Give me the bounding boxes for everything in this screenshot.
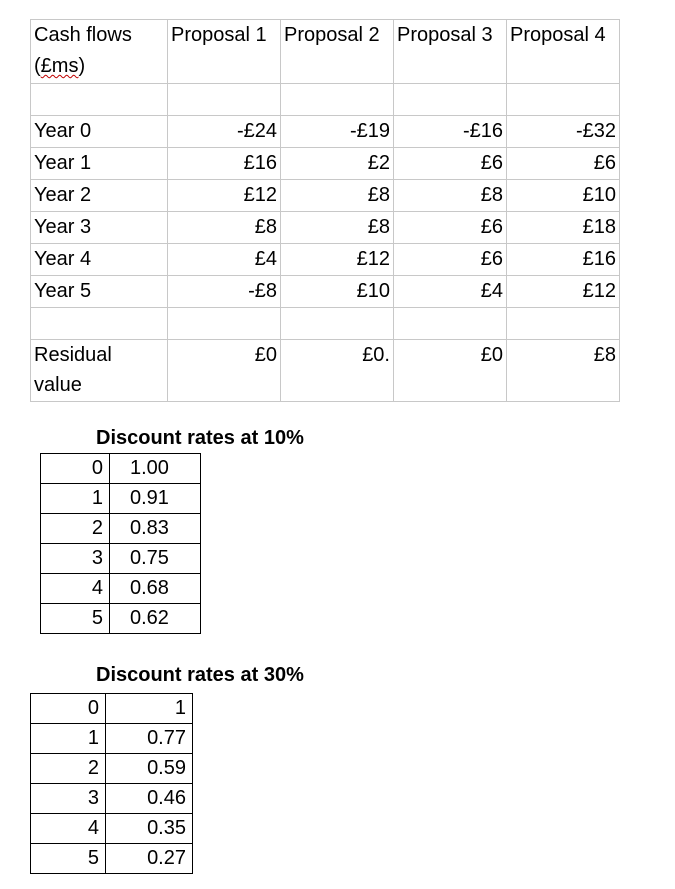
table-cell: £0	[394, 340, 507, 402]
row-label: Year 3	[31, 212, 168, 244]
proposal-header-2: Proposal 2	[281, 20, 394, 84]
table-row	[31, 180, 620, 212]
year-cell: 4	[41, 574, 110, 604]
year-cell: 3	[31, 784, 106, 814]
table-row	[31, 844, 193, 874]
table-row	[31, 212, 620, 244]
table-cell: -£32	[507, 116, 620, 148]
table-cell: £12	[507, 276, 620, 308]
table-cell: -£24	[168, 116, 281, 148]
residual-value-row	[31, 340, 620, 402]
table-cell: £6	[394, 212, 507, 244]
table-cell: £2	[281, 148, 394, 180]
year-cell: 5	[31, 844, 106, 874]
table-cell: £8	[394, 180, 507, 212]
table-cell: £4	[394, 276, 507, 308]
table-cell: £6	[507, 148, 620, 180]
table-row	[31, 276, 620, 308]
row-label: Year 1	[31, 148, 168, 180]
row-label: Year 0	[31, 116, 168, 148]
residual-label-line1: Residual	[34, 344, 112, 366]
table-row	[41, 604, 201, 634]
cash-flow-table	[30, 19, 620, 402]
discount-10-title: Discount rates at 10%	[96, 427, 304, 449]
table-cell: £16	[168, 148, 281, 180]
rate-cell: 1.00	[110, 454, 201, 484]
proposal-header-4: Proposal 4	[507, 20, 620, 84]
residual-label-line2: value	[34, 374, 82, 396]
table-cell: £4	[168, 244, 281, 276]
discount-30-table	[30, 693, 193, 874]
rate-cell: 0.46	[106, 784, 193, 814]
year-cell: 3	[41, 544, 110, 574]
table-row	[31, 148, 620, 180]
rate-cell: 0.91	[110, 484, 201, 514]
rate-cell: 0.27	[106, 844, 193, 874]
year-cell: 0	[31, 694, 106, 724]
table-cell: £18	[507, 212, 620, 244]
rate-cell: 0.75	[110, 544, 201, 574]
rate-cell: 0.83	[110, 514, 201, 544]
table-row	[31, 784, 193, 814]
rate-cell: 0.62	[110, 604, 201, 634]
proposal-header-3: Proposal 3	[394, 20, 507, 84]
table-row	[41, 514, 201, 544]
table-row	[31, 724, 193, 754]
table-cell: £8	[507, 340, 620, 402]
spacer-row	[31, 84, 620, 116]
table-row	[41, 484, 201, 514]
proposal-header-1: Proposal 1	[168, 20, 281, 84]
year-cell: 2	[31, 754, 106, 784]
table-row	[31, 814, 193, 844]
table-row	[31, 116, 620, 148]
rate-cell: 0.59	[106, 754, 193, 784]
table-cell: £6	[394, 244, 507, 276]
table-cell: £16	[507, 244, 620, 276]
year-cell: 1	[41, 484, 110, 514]
units-open-paren: (	[34, 55, 41, 77]
table-cell: £0.	[281, 340, 394, 402]
table-cell: £0	[168, 340, 281, 402]
year-cell: 0	[41, 454, 110, 484]
rate-cell: 0.77	[106, 724, 193, 754]
cash-flow-label: Cash flows	[34, 24, 132, 46]
table-cell: £12	[168, 180, 281, 212]
table-row	[31, 694, 193, 724]
row-label: Year 5	[31, 276, 168, 308]
row-label: Year 4	[31, 244, 168, 276]
year-cell: 2	[41, 514, 110, 544]
table-cell: £10	[507, 180, 620, 212]
table-cell: £8	[168, 212, 281, 244]
discount-30-title: Discount rates at 30%	[96, 664, 304, 686]
table-cell: -£19	[281, 116, 394, 148]
table-row	[41, 544, 201, 574]
spacer-row	[31, 308, 620, 340]
cash-flow-label-cell	[31, 20, 168, 84]
rate-cell: 0.68	[110, 574, 201, 604]
row-label: Year 2	[31, 180, 168, 212]
table-cell: £10	[281, 276, 394, 308]
year-cell: 5	[41, 604, 110, 634]
cash-flow-header-row	[31, 20, 620, 84]
table-cell: £12	[281, 244, 394, 276]
table-row	[41, 574, 201, 604]
row-label	[31, 340, 168, 402]
rate-cell: 0.35	[106, 814, 193, 844]
units-label: £ms	[40, 55, 79, 77]
table-cell: £8	[281, 180, 394, 212]
table-row	[31, 754, 193, 784]
table-cell: -£8	[168, 276, 281, 308]
year-cell: 1	[31, 724, 106, 754]
table-row	[31, 244, 620, 276]
discount-10-table	[40, 453, 201, 634]
table-cell: £8	[281, 212, 394, 244]
table-cell: -£16	[394, 116, 507, 148]
table-row	[41, 454, 201, 484]
year-cell: 4	[31, 814, 106, 844]
units-close-paren: )	[78, 55, 86, 77]
rate-cell: 1	[106, 694, 193, 724]
table-cell: £6	[394, 148, 507, 180]
